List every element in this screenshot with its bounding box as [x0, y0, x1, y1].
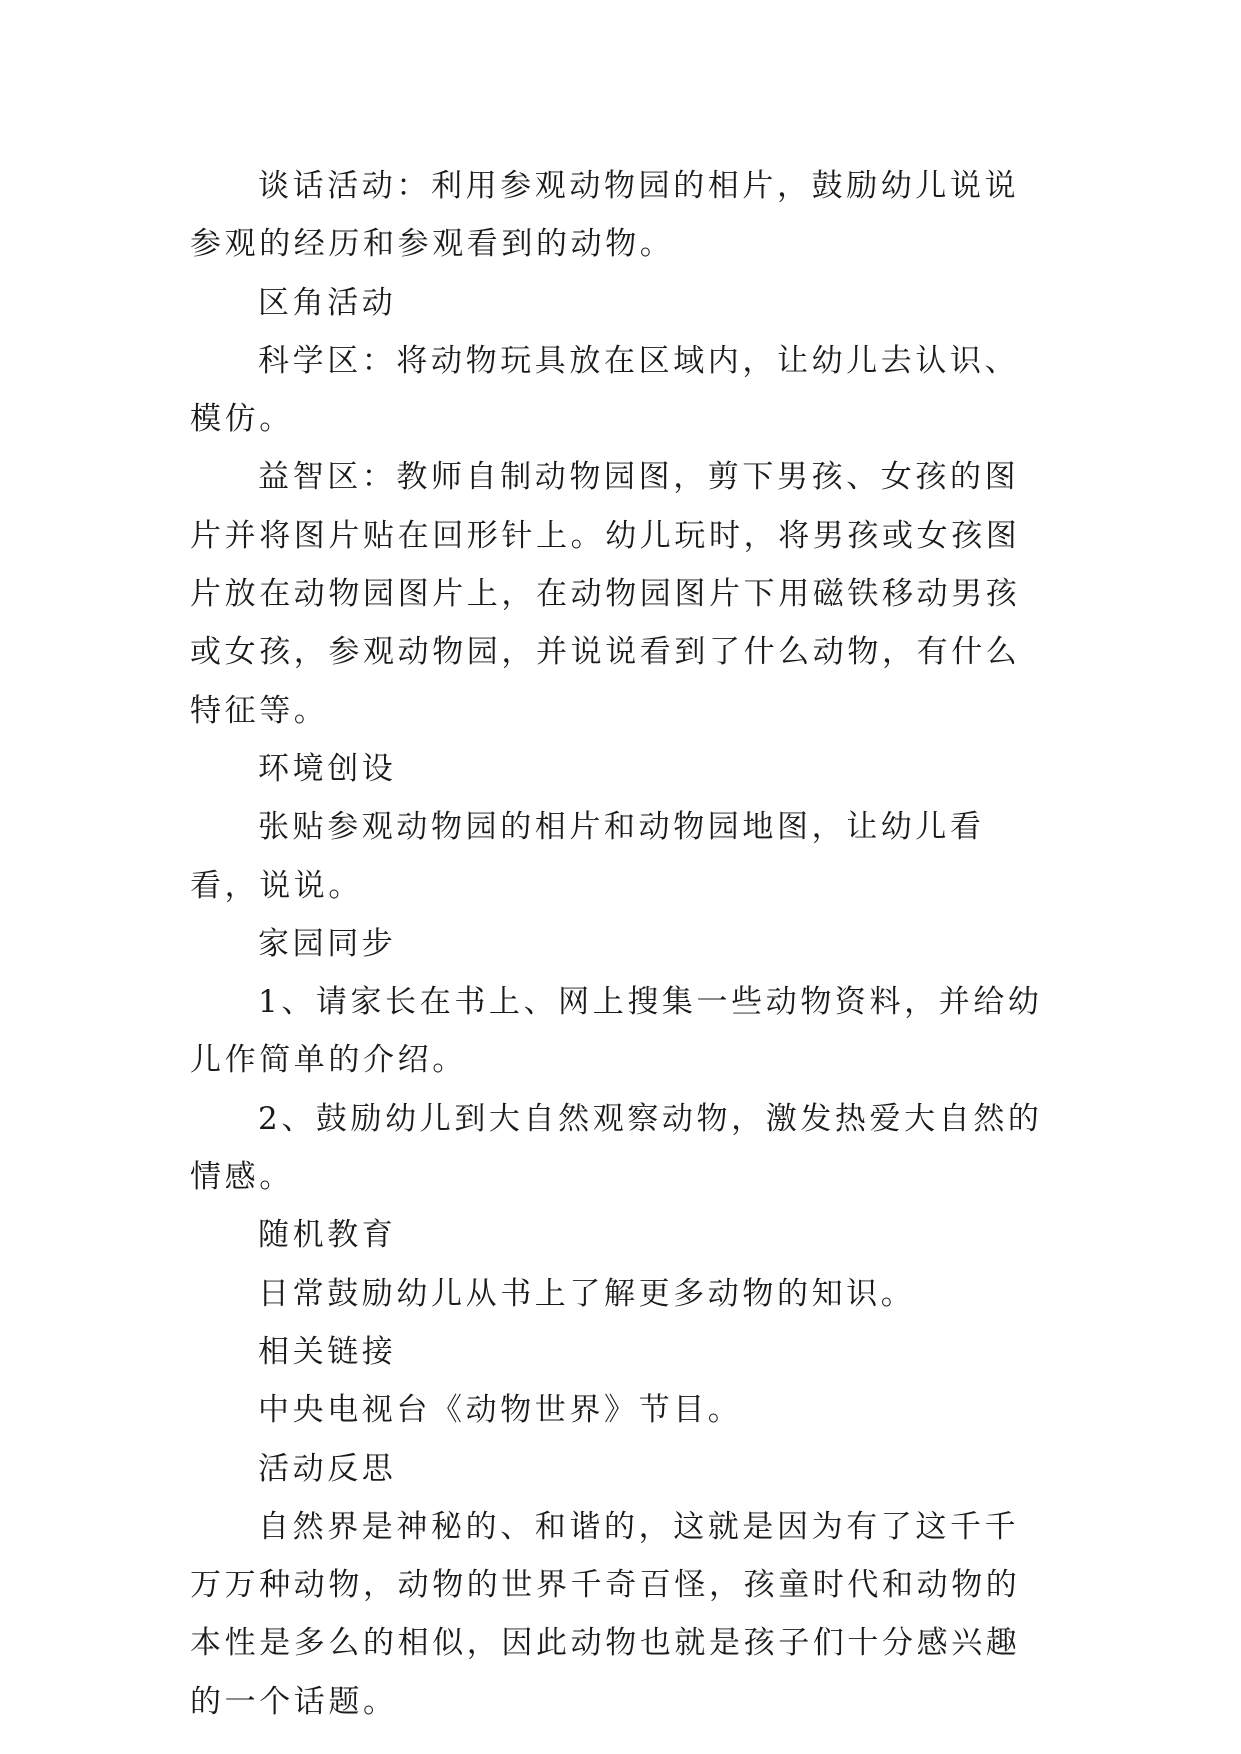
paragraph-random-education: 日常鼓励幼儿从书上了解更多动物的知识。 — [258, 1275, 916, 1312]
heading-home-school-sync: 家园同步 — [258, 925, 397, 962]
paragraph-puzzle-area: 益智区：教师自制动物园图，剪下男孩、女孩的图片并将图片贴在回形针上。幼儿玩时，将男孩或女孩图片放在动物园图片上，在动物园图片下用磁铁移动男孩或女孩，参观动物园，并说说看到了什么动物，有什么特征等。 — [190, 459, 1021, 729]
paragraph-talk-activity: 谈话活动：利用参观动物园的相片，鼓励幼儿说说参观的经历和参观看到的动物。 — [190, 168, 1020, 263]
paragraph-environment-setup: 张贴参观动物园的相片和动物园地图，让幼儿看看，说说。 — [190, 809, 985, 904]
document-page — [190, 157, 1050, 1731]
heading-activity-reflection: 活动反思 — [258, 1450, 397, 1487]
heading-related-links: 相关链接 — [258, 1333, 397, 1370]
paragraph-home-sync-1: 1、请家长在书上、网上搜集一些动物资料，并给幼儿作简单的介绍。 — [190, 984, 1043, 1079]
paragraph-home-sync-2: 2、鼓励幼儿到大自然观察动物，激发热爱大自然的情感。 — [190, 1100, 1043, 1196]
paragraph-activity-reflection: 自然界是神秘的、和谐的，这就是因为有了这千千万万种动物，动物的世界千奇百怪，孩童时代和动物的本性是多么的相似，因此动物也就是孩子们十分感兴趣的一个话题。 — [190, 1508, 1021, 1720]
heading-environment-setup: 环境创设 — [258, 750, 397, 787]
paragraph-related-links: 中央电视台《动物世界》节目。 — [258, 1392, 743, 1429]
paragraph-science-area: 科学区：将动物玩具放在区域内，让幼儿去认识、模仿。 — [190, 342, 1020, 438]
heading-area-activity: 区角活动 — [258, 284, 397, 321]
heading-random-education: 随机教育 — [258, 1217, 397, 1254]
